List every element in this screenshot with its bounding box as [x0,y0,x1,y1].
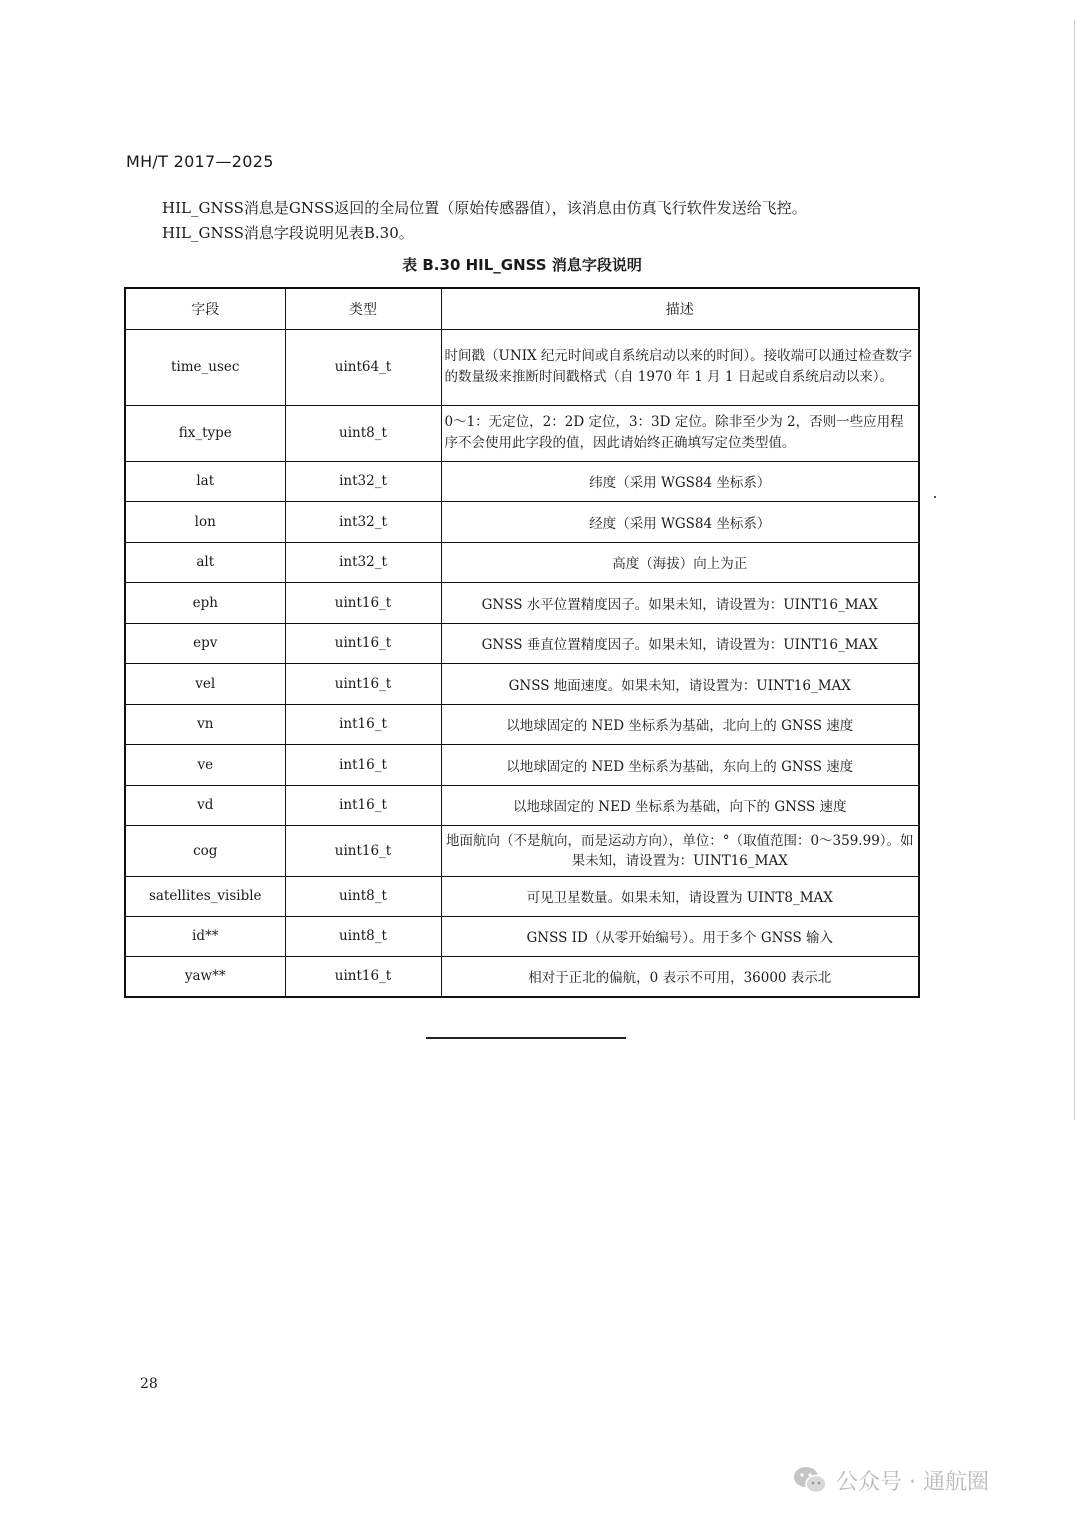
field-description: GNSS 地面速度。如果未知，请设置为：UINT16_MAX [441,663,919,704]
field-type: uint8_t [285,916,441,956]
field-name: vel [125,663,285,704]
field-description: 0～1：无定位，2：2D 定位，3：3D 定位。除非至少为 2，否则一些应用程序不会使用此字段的值，因此请始终正确填写定位类型值。 [441,405,919,461]
field-name: cog [125,825,285,876]
field-name: vn [125,704,285,744]
field-type: uint8_t [285,405,441,461]
page-number: 28 [140,1376,158,1392]
field-name: lat [125,461,285,501]
field-type: uint16_t [285,825,441,876]
field-name: epv [125,623,285,663]
field-description: 可见卫星数量。如果未知，请设置为 UINT8_MAX [441,876,919,916]
field-type: uint64_t [285,329,441,405]
intro-line-2: HIL_GNSS消息字段说明见表B.30。 [162,224,414,242]
intro-paragraph [162,196,902,246]
field-name: satellites_visible [125,876,285,916]
field-description: 以地球固定的 NED 坐标系为基础，北向上的 GNSS 速度 [441,704,919,744]
table-row [125,501,919,542]
table-row [125,744,919,785]
field-type: uint16_t [285,582,441,623]
table-row [125,582,919,623]
header-field: 字段 [125,288,285,329]
table-row [125,704,919,744]
field-name: eph [125,582,285,623]
watermark-text: 公众号 · 通航圈 [836,1469,989,1495]
header-type: 类型 [285,288,441,329]
field-description: GNSS ID（从零开始编号）。用于多个 GNSS 输入 [441,916,919,956]
table-row [125,825,919,876]
field-description: 以地球固定的 NED 坐标系为基础，向下的 GNSS 速度 [441,785,919,825]
header-description: 描述 [441,288,919,329]
field-type: int16_t [285,704,441,744]
table-row [125,542,919,582]
field-description: 经度（采用 WGS84 坐标系） [441,501,919,542]
field-name: fix_type [125,405,285,461]
table-row [125,329,919,405]
field-name: id** [125,916,285,956]
end-divider [426,1037,626,1039]
field-type: int32_t [285,501,441,542]
field-description: 高度（海拔）向上为正 [441,542,919,582]
field-name: lon [125,501,285,542]
table-row [125,785,919,825]
field-table [124,287,920,998]
scan-edge-mark [1074,20,1075,1120]
table-caption: 表 B.30 HIL_GNSS 消息字段说明 [402,256,642,274]
wechat-icon [792,1465,828,1495]
field-description: 时间戳（UNIX 纪元时间或自系统启动以来的时间）。接收端可以通过检查数字的数量级来推断时间戳格式（自 1970 年 1 月 1 日起或自系统启动以来）。 [441,329,919,405]
field-name: vd [125,785,285,825]
table-row [125,876,919,916]
field-description: 地面航向（不是航向，而是运动方向），单位：°（取值范围：0～359.99）。如果未知，请设置为：UINT16_MAX [441,825,919,876]
field-type: uint16_t [285,956,441,997]
table-header-row [125,288,919,329]
scan-dot [934,496,936,498]
watermark [792,1460,989,1500]
standard-code: MH/T 2017—2025 [126,152,274,171]
field-type: int16_t [285,744,441,785]
field-type: int32_t [285,542,441,582]
field-type: uint8_t [285,876,441,916]
field-type: uint16_t [285,663,441,704]
field-name: yaw** [125,956,285,997]
field-name: alt [125,542,285,582]
field-description: 纬度（采用 WGS84 坐标系） [441,461,919,501]
field-description: GNSS 垂直位置精度因子。如果未知，请设置为：UINT16_MAX [441,623,919,663]
table-row [125,405,919,461]
field-type: int16_t [285,785,441,825]
field-description: 相对于正北的偏航，0 表示不可用，36000 表示北 [441,956,919,997]
intro-line-1: HIL_GNSS消息是GNSS返回的全局位置（原始传感器值），该消息由仿真飞行软件发送给飞控。 [162,199,807,217]
field-name: time_usec [125,329,285,405]
field-description: GNSS 水平位置精度因子。如果未知，请设置为：UINT16_MAX [441,582,919,623]
field-name: ve [125,744,285,785]
table-row [125,663,919,704]
table-row [125,956,919,997]
table-row [125,461,919,501]
field-type: int32_t [285,461,441,501]
field-type: uint16_t [285,623,441,663]
table-row [125,916,919,956]
table-row [125,623,919,663]
field-description: 以地球固定的 NED 坐标系为基础，东向上的 GNSS 速度 [441,744,919,785]
